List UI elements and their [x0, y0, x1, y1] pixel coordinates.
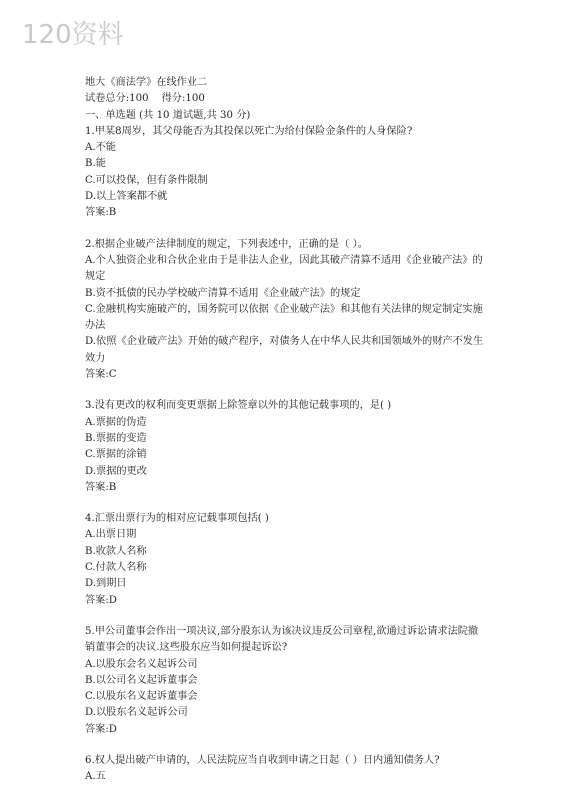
- question-stem: 2.根据企业破产法律制度的规定，下列表述中，正确的是（ ）。: [85, 238, 368, 250]
- option-c: C.以股东名义起诉董事会: [85, 691, 198, 703]
- option-c: C.金融机构实施破产的，国务院可以依据《企业破产法》和其他有关法律的规定制定实施办法: [85, 303, 483, 332]
- question-stem: 5.甲公司董事会作出一项决议,部分股东认为该决议违反公司章程,欲通过诉讼请求法院撤销董事会的决议.这些股东应当如何提起诉讼?: [85, 625, 479, 654]
- option-b: B.票据的变造: [85, 432, 147, 444]
- option-a: A.个人独资企业和合伙企业由于是非法人企业，因此其破产清算不适用《企业破产法》的规定: [85, 254, 483, 283]
- option-d: D.以股东名义起诉公司: [85, 707, 188, 719]
- option-d: D.以上答案都不就: [85, 191, 168, 203]
- section-heading: 一、单选题 (共 10 道试题,共 30 分): [85, 109, 251, 121]
- option-c: C.可以投保，但有条件限制: [85, 174, 208, 186]
- question-stem: 4.汇票出票行为的相对应记载事项包括( ): [85, 513, 269, 525]
- option-b: B.资不抵债的民办学校破产清算不适用《企业破产法》的规定: [85, 287, 361, 299]
- document-body: [85, 75, 485, 801]
- answer: 答案:D: [85, 723, 117, 735]
- doc-title: 地大《商法学》在线作业二: [85, 77, 208, 88]
- question-3: [85, 398, 485, 496]
- option-b: B.能: [85, 158, 106, 170]
- option-c: C.票据的涂销: [85, 449, 147, 461]
- answer: 答案:D: [85, 594, 117, 606]
- question-stem: 6.权人提出破产申请的，人民法院应当自收到申请之日起（ ）日内通知债务人?: [85, 754, 440, 766]
- option-a: A.票据的伪造: [85, 416, 147, 428]
- option-a: A.出票日期: [85, 529, 137, 541]
- option-c: C.付款人名称: [85, 562, 147, 574]
- option-d: D.到期日: [85, 578, 127, 590]
- answer: 答案:B: [85, 481, 117, 493]
- question-2: [85, 237, 485, 384]
- answer: 答案:B: [85, 207, 117, 219]
- question-1: [85, 124, 485, 222]
- option-b: B.以公司名义起诉董事会: [85, 674, 198, 686]
- question-6: [85, 753, 485, 786]
- option-a: A.不能: [85, 142, 116, 154]
- score-line: 试卷总分:100 得分:100: [85, 93, 205, 105]
- option-d: D.依照《企业破产法》开始的破产程序，对债务人在中华人民共和国领域外的财产不发生效力: [85, 336, 484, 364]
- question-4: [85, 511, 485, 609]
- watermark-logo: 120资料: [22, 20, 124, 50]
- question-stem: 1.甲某8周岁，其父母能否为其投保以死亡为给付保险金条件的人身保险?: [85, 125, 413, 137]
- option-a: A.五: [85, 771, 106, 783]
- option-b: B.收款人名称: [85, 545, 147, 557]
- option-a: A.以股东会名义起诉公司: [85, 658, 198, 670]
- option-d: D.票据的更改: [85, 465, 147, 477]
- question-stem: 3.没有更改的权利而变更票据上除签章以外的其他记载事项的，是( ): [85, 400, 392, 412]
- question-5: [85, 624, 485, 738]
- answer: 答案:C: [85, 369, 117, 381]
